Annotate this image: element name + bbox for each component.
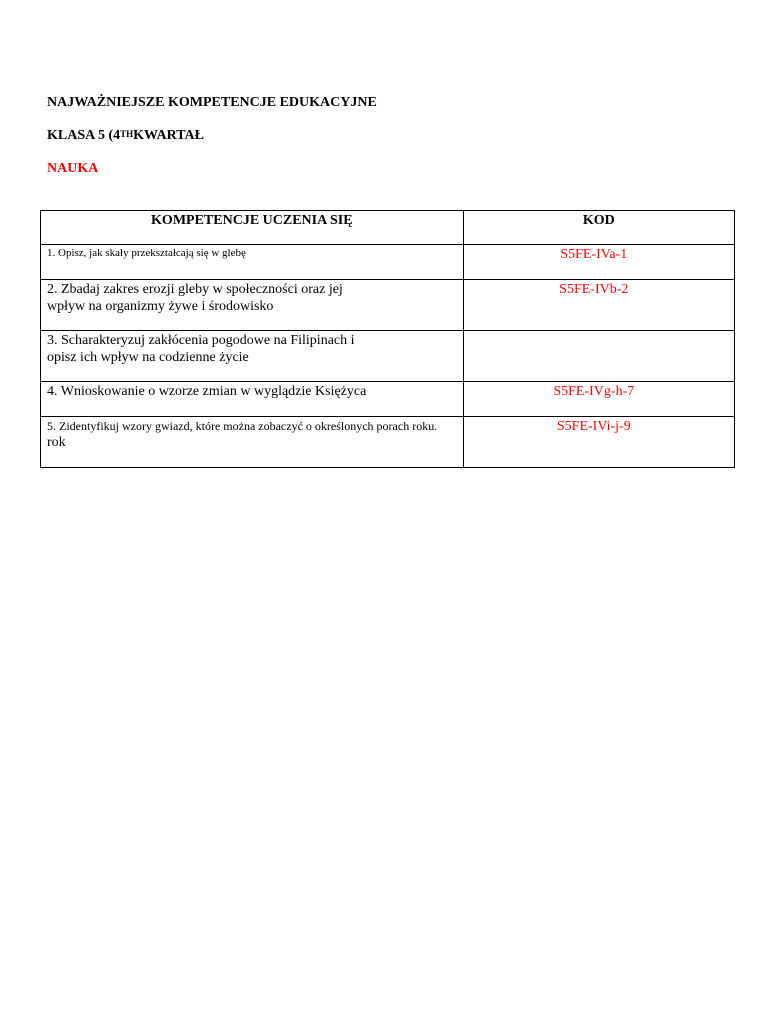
table-row (41, 245, 735, 280)
competency-text-continued: wpływ na organizmy żywe i środowisko (47, 299, 274, 314)
competency-cell (41, 417, 464, 468)
competency-column-header: KOMPETENCJE UCZENIA SIĘ (41, 211, 464, 245)
competency-cell (41, 331, 464, 382)
subject-heading: NAUKA (47, 161, 99, 176)
competency-cell (41, 382, 464, 417)
code-cell: S5FE-IVa-1 (463, 245, 734, 280)
competency-text-continued: rok (47, 435, 66, 450)
quarter-label: KWARTAŁ (133, 128, 204, 143)
competency-text: 1. Opisz, jak skały przekształcają się w glebę (47, 247, 246, 259)
code-cell: S5FE-IVi-j-9 (463, 417, 734, 468)
table-header-row (41, 211, 735, 245)
class-label: KLASA 5 (4 (47, 128, 121, 143)
code-cell (463, 331, 734, 382)
code-cell: S5FE-IVg-h-7 (463, 382, 734, 417)
code-cell: S5FE-IVb-2 (463, 280, 734, 331)
competency-cell (41, 280, 464, 331)
document-title: NAJWAŻNIEJSZE KOMPETENCJE EDUKACYJNE (47, 95, 377, 110)
competency-text: 3. Scharakteryzuj zakłócenia pogodowe na Filipinach i (47, 333, 355, 348)
table-row (41, 417, 735, 468)
code-column-header: KOD (463, 211, 734, 245)
competency-text: 2. Zbadaj zakres erozji gleby w społeczności oraz jej (47, 282, 343, 297)
table-row (41, 280, 735, 331)
competency-text: 4. Wnioskowanie o wzorze zmian w wyglądzie Księżyca (47, 384, 367, 399)
class-quarter-line (47, 128, 204, 144)
competency-text-continued: opisz ich wpływ na codzienne życie (47, 350, 249, 365)
table-row (41, 331, 735, 382)
competencies-table (40, 210, 735, 468)
class-superscript: TH (120, 129, 134, 139)
competency-text: 5. Zidentyfikuj wzory gwiazd, które można zobaczyć o określonych porach roku. (47, 419, 438, 433)
table-row (41, 382, 735, 417)
competency-cell (41, 245, 464, 280)
